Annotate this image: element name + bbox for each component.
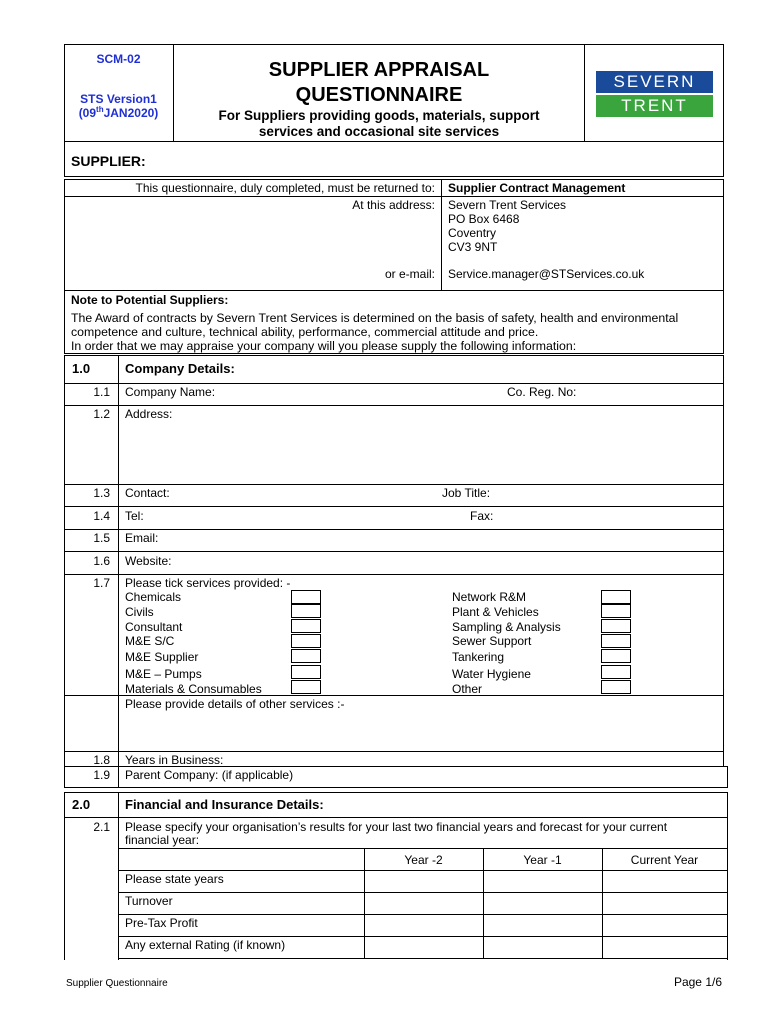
service-other: Other	[452, 682, 483, 696]
version-date	[64, 106, 173, 120]
fin-table-row2	[118, 892, 727, 893]
row-num-1-1: 1.1	[93, 385, 110, 399]
checkbox-consultant[interactable]	[291, 619, 321, 633]
supplier-label: SUPPLIER:	[71, 153, 146, 169]
checkbox-me-pumps[interactable]	[291, 665, 321, 679]
checkbox-plant-vehicles[interactable]	[601, 604, 631, 618]
section2-number: 2.0	[72, 797, 91, 812]
financial-intro-line2: financial year:	[125, 833, 200, 847]
section2-header-divider	[118, 792, 119, 818]
service-consultant: Consultant	[125, 620, 183, 634]
logo-severn: SEVERN	[596, 71, 713, 93]
date-sup: th	[96, 105, 104, 114]
col-year-minus-1: Year -1	[523, 853, 562, 867]
date-prefix: (09	[78, 106, 97, 120]
service-civils: Civils	[125, 605, 154, 619]
returned-to-value: Supplier Contract Management	[448, 181, 626, 195]
s1-line-d	[64, 506, 724, 507]
fin-table-row1	[118, 870, 727, 871]
s1-line-e	[64, 529, 724, 530]
years-business-label: Years in Business:	[125, 753, 224, 767]
footer-page-number: Page 1/6	[673, 975, 722, 989]
s1-line-i	[64, 751, 724, 752]
subtitle-line2: services and occasional site services	[258, 124, 500, 139]
row-num-1-3: 1.3	[93, 486, 110, 500]
parent-company-label: Parent Company: (if applicable)	[125, 768, 294, 782]
service-chemicals: Chemicals	[125, 590, 182, 604]
section2-title: Financial and Insurance Details:	[125, 797, 324, 812]
subtitle-line1: For Suppliers providing goods, materials, support	[218, 108, 540, 123]
col-year-minus-2: Year -2	[404, 853, 443, 867]
fin-row-turnover: Turnover	[125, 894, 173, 908]
fin-table-row5	[118, 958, 727, 959]
s1-line-b	[64, 405, 724, 406]
row-num-1-8: 1.8	[93, 753, 110, 767]
checkbox-sewer-support[interactable]	[601, 634, 631, 648]
checkbox-materials[interactable]	[291, 680, 321, 694]
doc-code: SCM-02	[96, 52, 141, 66]
company-name-label: Company Name:	[125, 385, 216, 399]
row-num-1-6: 1.6	[93, 554, 110, 568]
note-line1: The Award of contracts by Severn Trent Services is determined on the basis of safety, health and environmental	[71, 311, 679, 325]
checkbox-civils[interactable]	[291, 604, 321, 618]
checkbox-tankering[interactable]	[601, 649, 631, 663]
row-num-2-1: 2.1	[93, 820, 110, 834]
row-num-1-2: 1.2	[93, 407, 110, 421]
fin-row-state-years: Please state years	[125, 872, 224, 886]
service-me-pumps: M&E – Pumps	[125, 667, 202, 681]
fin-table-row4	[118, 936, 727, 937]
s1-line-c	[64, 484, 724, 485]
row-num-1-7: 1.7	[93, 576, 110, 590]
financial-intro-line1: Please specify your organisation’s results for your last two financial years and forecast for your current	[125, 820, 668, 834]
address-line-4: CV3 9NT	[448, 240, 498, 254]
address-line-2: PO Box 6468	[448, 212, 520, 226]
note-line3: In order that we may appraise your company will you please supply the following information:	[71, 339, 577, 353]
job-title-label: Job Title:	[442, 486, 491, 500]
checkbox-chemicals[interactable]	[291, 590, 321, 604]
email-field-label: Email:	[125, 531, 159, 545]
section2-num-rule	[118, 818, 119, 960]
row-num-1-4: 1.4	[93, 509, 110, 523]
logo-trent: TRENT	[596, 95, 713, 117]
s1-line-g	[64, 574, 724, 575]
header-divider-right	[584, 44, 585, 142]
email-label: or e-mail:	[384, 267, 435, 281]
tick-services-label: Please tick services provided: -	[125, 576, 291, 590]
service-water-hygiene: Water Hygiene	[452, 667, 531, 681]
contact-label: Contact:	[125, 486, 170, 500]
address-field-label: Address:	[125, 407, 173, 421]
checkbox-water-hygiene[interactable]	[601, 665, 631, 679]
footer-left: Supplier Questionnaire	[66, 978, 168, 989]
email-value[interactable]: Service.manager@STServices.co.uk	[448, 267, 645, 281]
address-label: At this address:	[352, 198, 435, 212]
fax-label: Fax:	[470, 509, 494, 523]
returned-to-label: This questionnaire, duly completed, must be returned to:	[135, 181, 435, 195]
section2-left-rule	[64, 818, 65, 960]
fin-table-top	[118, 848, 727, 849]
tel-label: Tel:	[125, 509, 144, 523]
checkbox-me-supplier[interactable]	[291, 649, 321, 663]
return-divider-col	[441, 179, 442, 291]
service-tankering: Tankering	[452, 650, 505, 664]
website-label: Website:	[125, 554, 172, 568]
service-materials: Materials & Consumables	[125, 682, 262, 696]
col-current-year: Current Year	[630, 853, 699, 867]
page-title-line2: QUESTIONNAIRE	[295, 84, 463, 106]
checkbox-network-rm[interactable]	[601, 590, 631, 604]
section1-number: 1.0	[72, 361, 91, 376]
note-line2: competence and culture, technical ability, performance, commercial attitude and price.	[71, 325, 539, 339]
address-line-3: Coventry	[448, 226, 497, 240]
s1-line-f	[64, 551, 724, 552]
address-line-1: Severn Trent Services	[448, 198, 567, 212]
fin-row-pretax: Pre-Tax Profit	[125, 916, 198, 930]
checkbox-sampling[interactable]	[601, 619, 631, 633]
row-num-1-5: 1.5	[93, 531, 110, 545]
fin-row-rating: Any external Rating (if known)	[125, 938, 286, 952]
checkbox-me-sc[interactable]	[291, 634, 321, 648]
service-sampling: Sampling & Analysis	[452, 620, 561, 634]
service-me-sc: M&E S/C	[125, 634, 175, 648]
co-reg-label: Co. Reg. No:	[507, 385, 577, 399]
checkbox-other[interactable]	[601, 680, 631, 694]
page-title-line1: SUPPLIER APPRAISAL	[268, 59, 490, 81]
section2-right-rule	[727, 818, 728, 960]
service-plant-vehicles: Plant & Vehicles	[452, 605, 539, 619]
s1-line-a	[64, 383, 724, 384]
note-title: Note to Potential Suppliers:	[71, 293, 229, 307]
fin-table-row3	[118, 914, 727, 915]
version-label: STS Version1	[80, 92, 157, 106]
return-divider-row	[64, 196, 724, 197]
other-services-label: Please provide details of other services :-	[125, 697, 345, 711]
date-suffix: JAN2020)	[103, 106, 159, 120]
section1-title: Company Details:	[125, 361, 235, 376]
row-num-1-9: 1.9	[93, 768, 110, 782]
service-sewer-support: Sewer Support	[452, 634, 532, 648]
supplier-box	[64, 141, 724, 177]
service-me-supplier: M&E Supplier	[125, 650, 199, 664]
section1-num-col	[118, 355, 119, 767]
service-network-rm: Network R&M	[452, 590, 527, 604]
row-1-9-divider	[118, 766, 119, 788]
